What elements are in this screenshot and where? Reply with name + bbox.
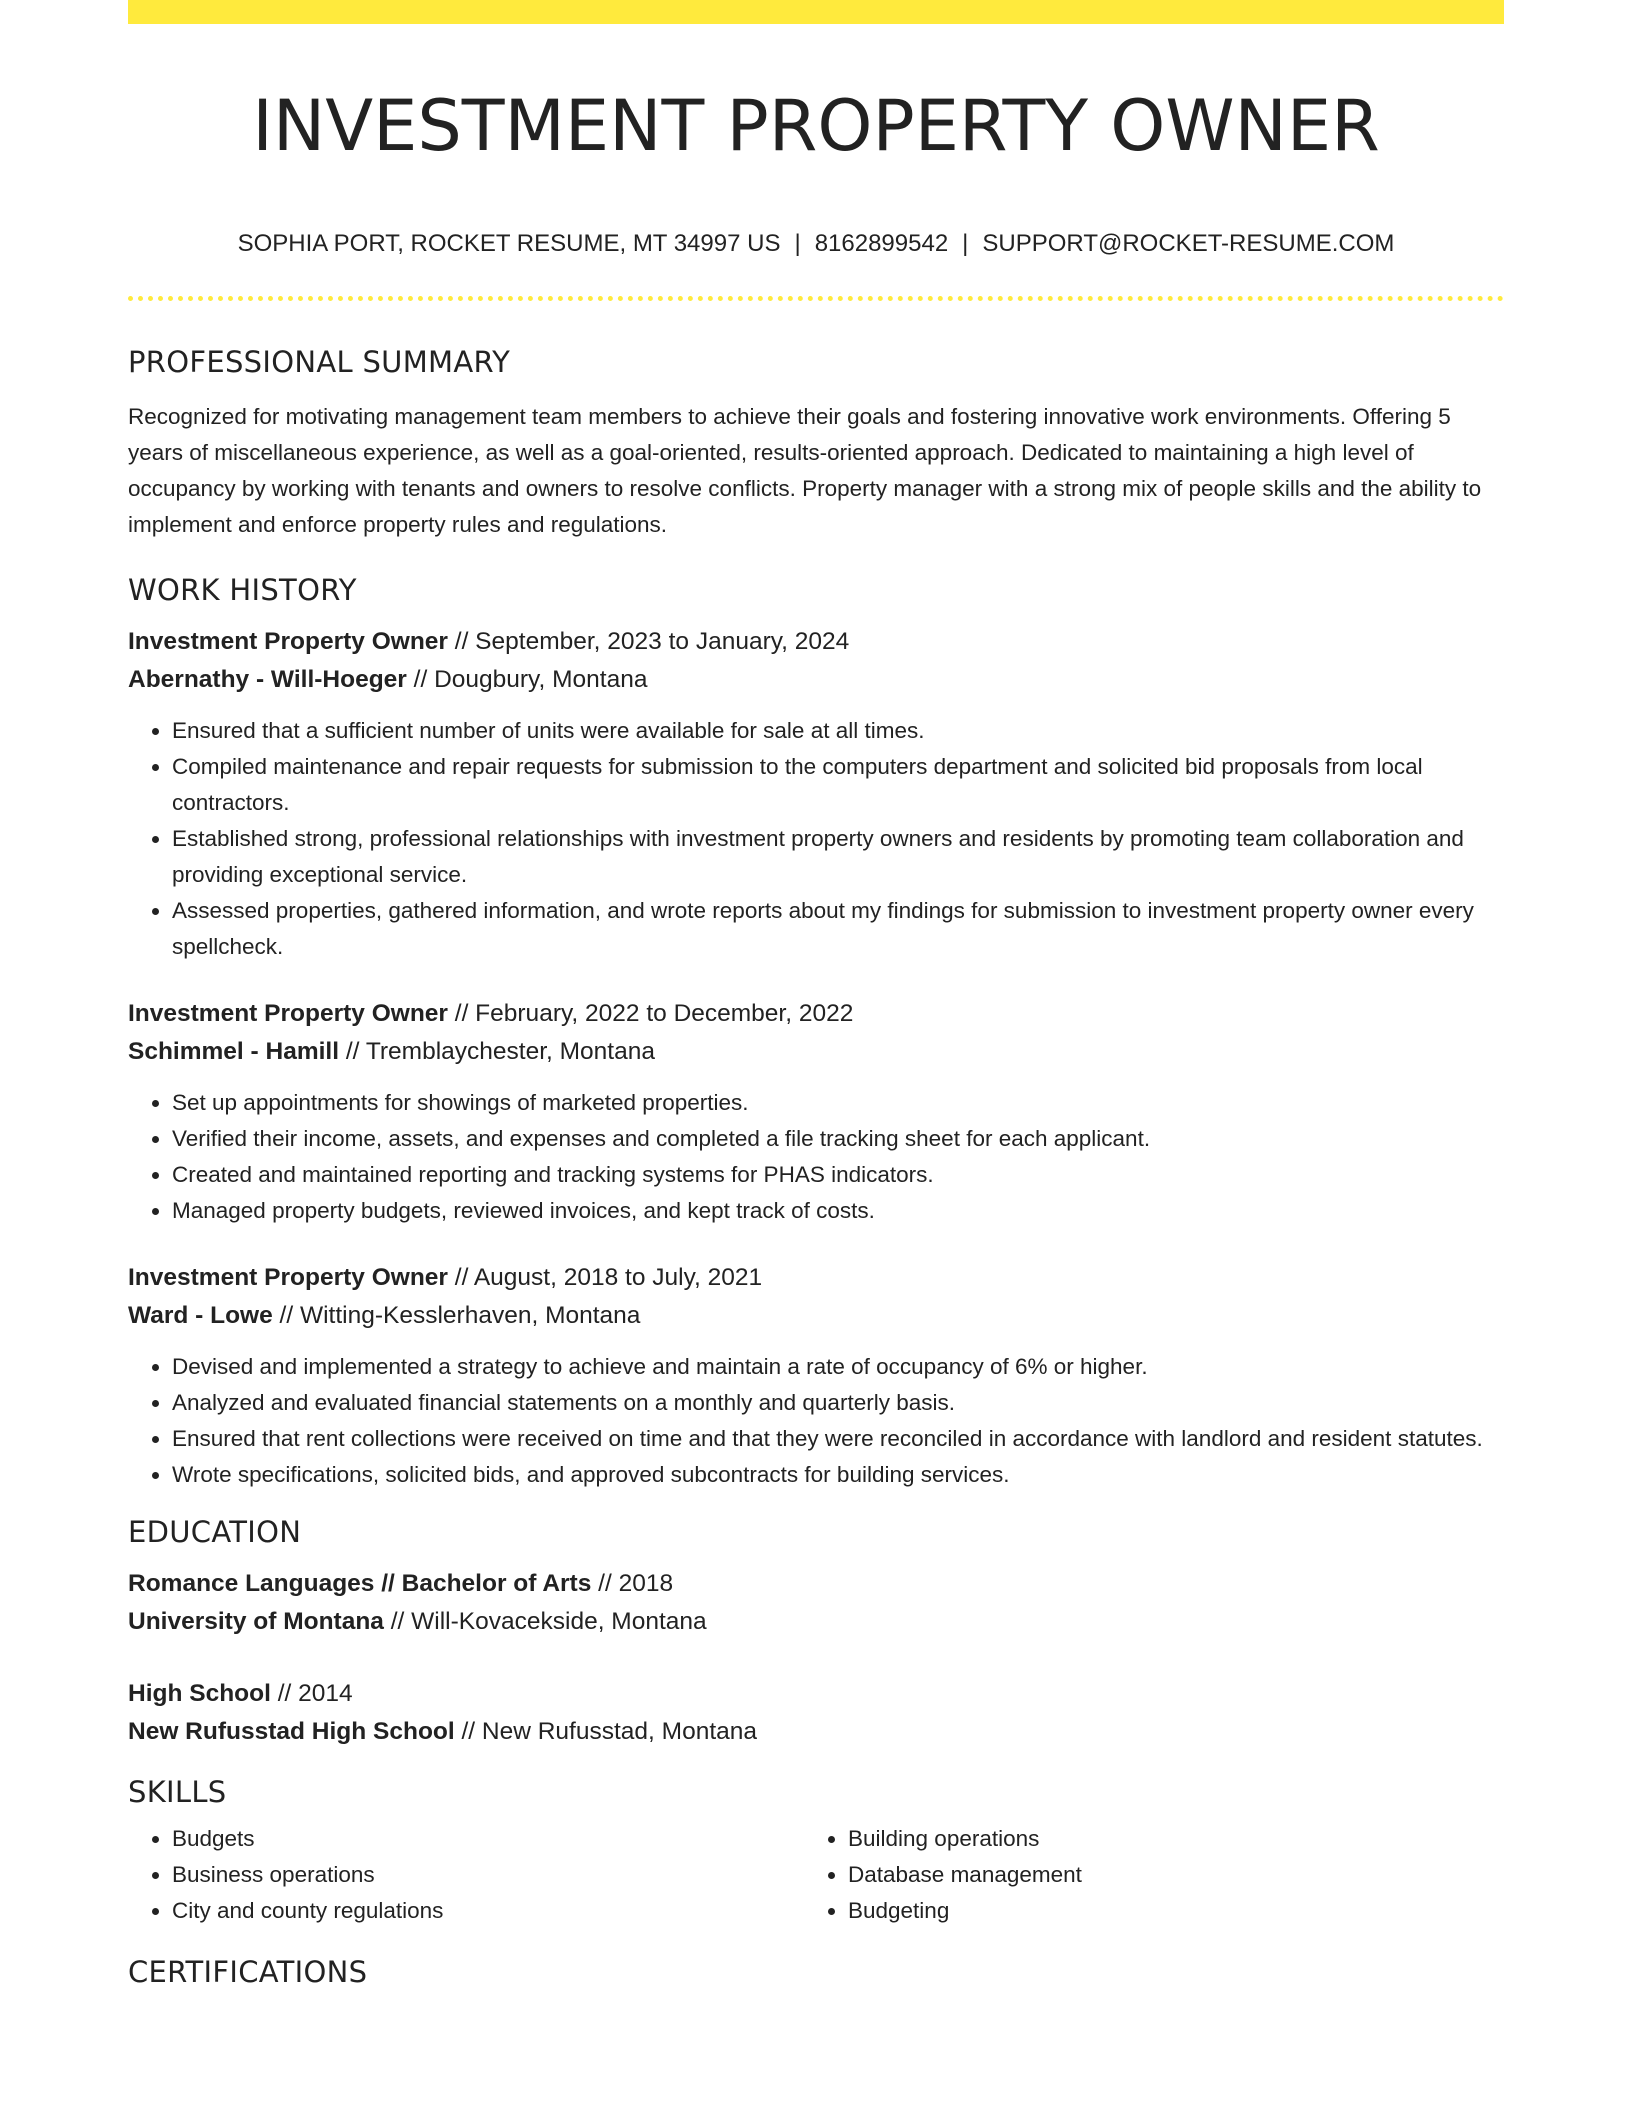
education-degree: Romance Languages // Bachelor of Arts: [128, 1570, 592, 1597]
job-bullets: [128, 1349, 1504, 1493]
job-bullets: [128, 713, 1504, 965]
dotted-divider: [128, 296, 1504, 301]
page-title: INVESTMENT PROPERTY OWNER: [252, 85, 1380, 167]
job-dates: // February, 2022 to December, 2022: [454, 1000, 854, 1027]
education-location: // Will-Kovacekside, Montana: [390, 1608, 707, 1635]
resume-page: [128, 0, 1504, 1989]
skills-column-right: [804, 1821, 1480, 1929]
job-company: Ward - Lowe: [128, 1302, 273, 1329]
list-item: • Ensured that a sufficient number of units were available for sale at all times.: [172, 713, 1504, 749]
job-entry: [128, 623, 1504, 965]
job-role-line: [128, 623, 1504, 661]
job-role: Investment Property Owner: [128, 1000, 448, 1027]
contact-email: SUPPORT@ROCKET-RESUME.COM: [982, 230, 1395, 257]
job-role-line: [128, 1259, 1504, 1297]
education-degree-line: [128, 1675, 1504, 1713]
job-company: Abernathy - Will-Hoeger: [128, 666, 407, 693]
education-school-line: [128, 1713, 1504, 1751]
list-item: • Assessed properties, gathered information, and wrote reports about my findings for submission to investment property owner every spellcheck.: [172, 893, 1504, 965]
job-location: // Dougbury, Montana: [413, 666, 648, 693]
education-location: // New Rufusstad, Montana: [461, 1718, 758, 1745]
job-company-line: [128, 1033, 1504, 1071]
contact-separator: |: [962, 230, 969, 257]
contact-separator: |: [794, 230, 801, 257]
education-degree: High School: [128, 1680, 271, 1707]
job-location: // Witting-Kesslerhaven, Montana: [279, 1302, 641, 1329]
job-company-line: [128, 1297, 1504, 1335]
list-item: • Managed property budgets, reviewed invoices, and kept track of costs.: [172, 1193, 1504, 1229]
education-entry: [128, 1565, 1504, 1641]
list-item: • Devised and implemented a strategy to achieve and maintain a rate of occupancy of 6% or higher.: [172, 1349, 1504, 1385]
contact-line: [128, 230, 1504, 258]
list-item: • Building operations: [848, 1821, 1480, 1857]
job-company: Schimmel - Hamill: [128, 1038, 340, 1065]
list-item: • Created and maintained reporting and tracking systems for PHAS indicators.: [172, 1157, 1504, 1193]
job-role: Investment Property Owner: [128, 1264, 448, 1291]
job-dates: // September, 2023 to January, 2024: [454, 628, 850, 655]
education-heading: EDUCATION: [128, 1515, 302, 1549]
summary-text: Recognized for motivating management team members to achieve their goals and fostering innovative work environments. Offering 5 years of miscellaneous experience, as well as a goal-oriented, results-oriented approach. Dedicated to maintaining a high level of occupancy by working with tenants and owners to resolve conflicts. Property manager with a strong mix of people skills and the ability to implement and enforce property rules and regulations.: [128, 404, 1482, 537]
education-school: New Rufusstad High School: [128, 1718, 455, 1745]
education-degree-line: [128, 1565, 1504, 1603]
job-location: // Tremblaychester, Montana: [345, 1038, 655, 1065]
list-item: • Verified their income, assets, and expenses and completed a file tracking sheet for each applicant.: [172, 1121, 1504, 1157]
list-item: • Database management: [848, 1857, 1480, 1893]
skills-heading: SKILLS: [128, 1775, 227, 1809]
list-item: • Ensured that rent collections were received on time and that they were reconciled in accordance with landlord and resident statutes.: [172, 1421, 1504, 1457]
list-item: • Analyzed and evaluated financial statements on a monthly and quarterly basis.: [172, 1385, 1504, 1421]
summary-heading: PROFESSIONAL SUMMARY: [128, 345, 511, 379]
job-role-line: [128, 995, 1504, 1033]
list-item: • Business operations: [172, 1857, 804, 1893]
contact-address: SOPHIA PORT, ROCKET RESUME, MT 34997 US: [237, 230, 781, 257]
education-entry: [128, 1675, 1504, 1751]
certifications-heading: CERTIFICATIONS: [128, 1955, 368, 1989]
job-dates: // August, 2018 to July, 2021: [454, 1264, 763, 1291]
list-item: • Budgeting: [848, 1893, 1480, 1929]
list-item: • Established strong, professional relationships with investment property owners and residents by promoting team collaboration and providing exceptional service.: [172, 821, 1504, 893]
education-year: // 2014: [277, 1680, 353, 1707]
work-history-heading: WORK HISTORY: [128, 573, 357, 607]
education-school: University of Montana: [128, 1608, 384, 1635]
job-role: Investment Property Owner: [128, 628, 448, 655]
skills-list: [128, 1821, 1504, 1929]
job-entry: [128, 1259, 1504, 1493]
list-item: • City and county regulations: [172, 1893, 804, 1929]
list-item: • Set up appointments for showings of marketed properties.: [172, 1085, 1504, 1121]
job-bullets: [128, 1085, 1504, 1229]
list-item: • Wrote specifications, solicited bids, and approved subcontracts for building services.: [172, 1457, 1504, 1493]
top-accent-bar: [128, 0, 1504, 24]
contact-phone: 8162899542: [814, 230, 949, 257]
skills-column-left: [128, 1821, 804, 1929]
job-company-line: [128, 661, 1504, 699]
job-entry: [128, 995, 1504, 1229]
list-item: • Budgets: [172, 1821, 804, 1857]
education-school-line: [128, 1603, 1504, 1641]
list-item: • Compiled maintenance and repair requests for submission to the computers department and solicited bid proposals from local contractors.: [172, 749, 1504, 821]
education-year: // 2018: [598, 1570, 674, 1597]
